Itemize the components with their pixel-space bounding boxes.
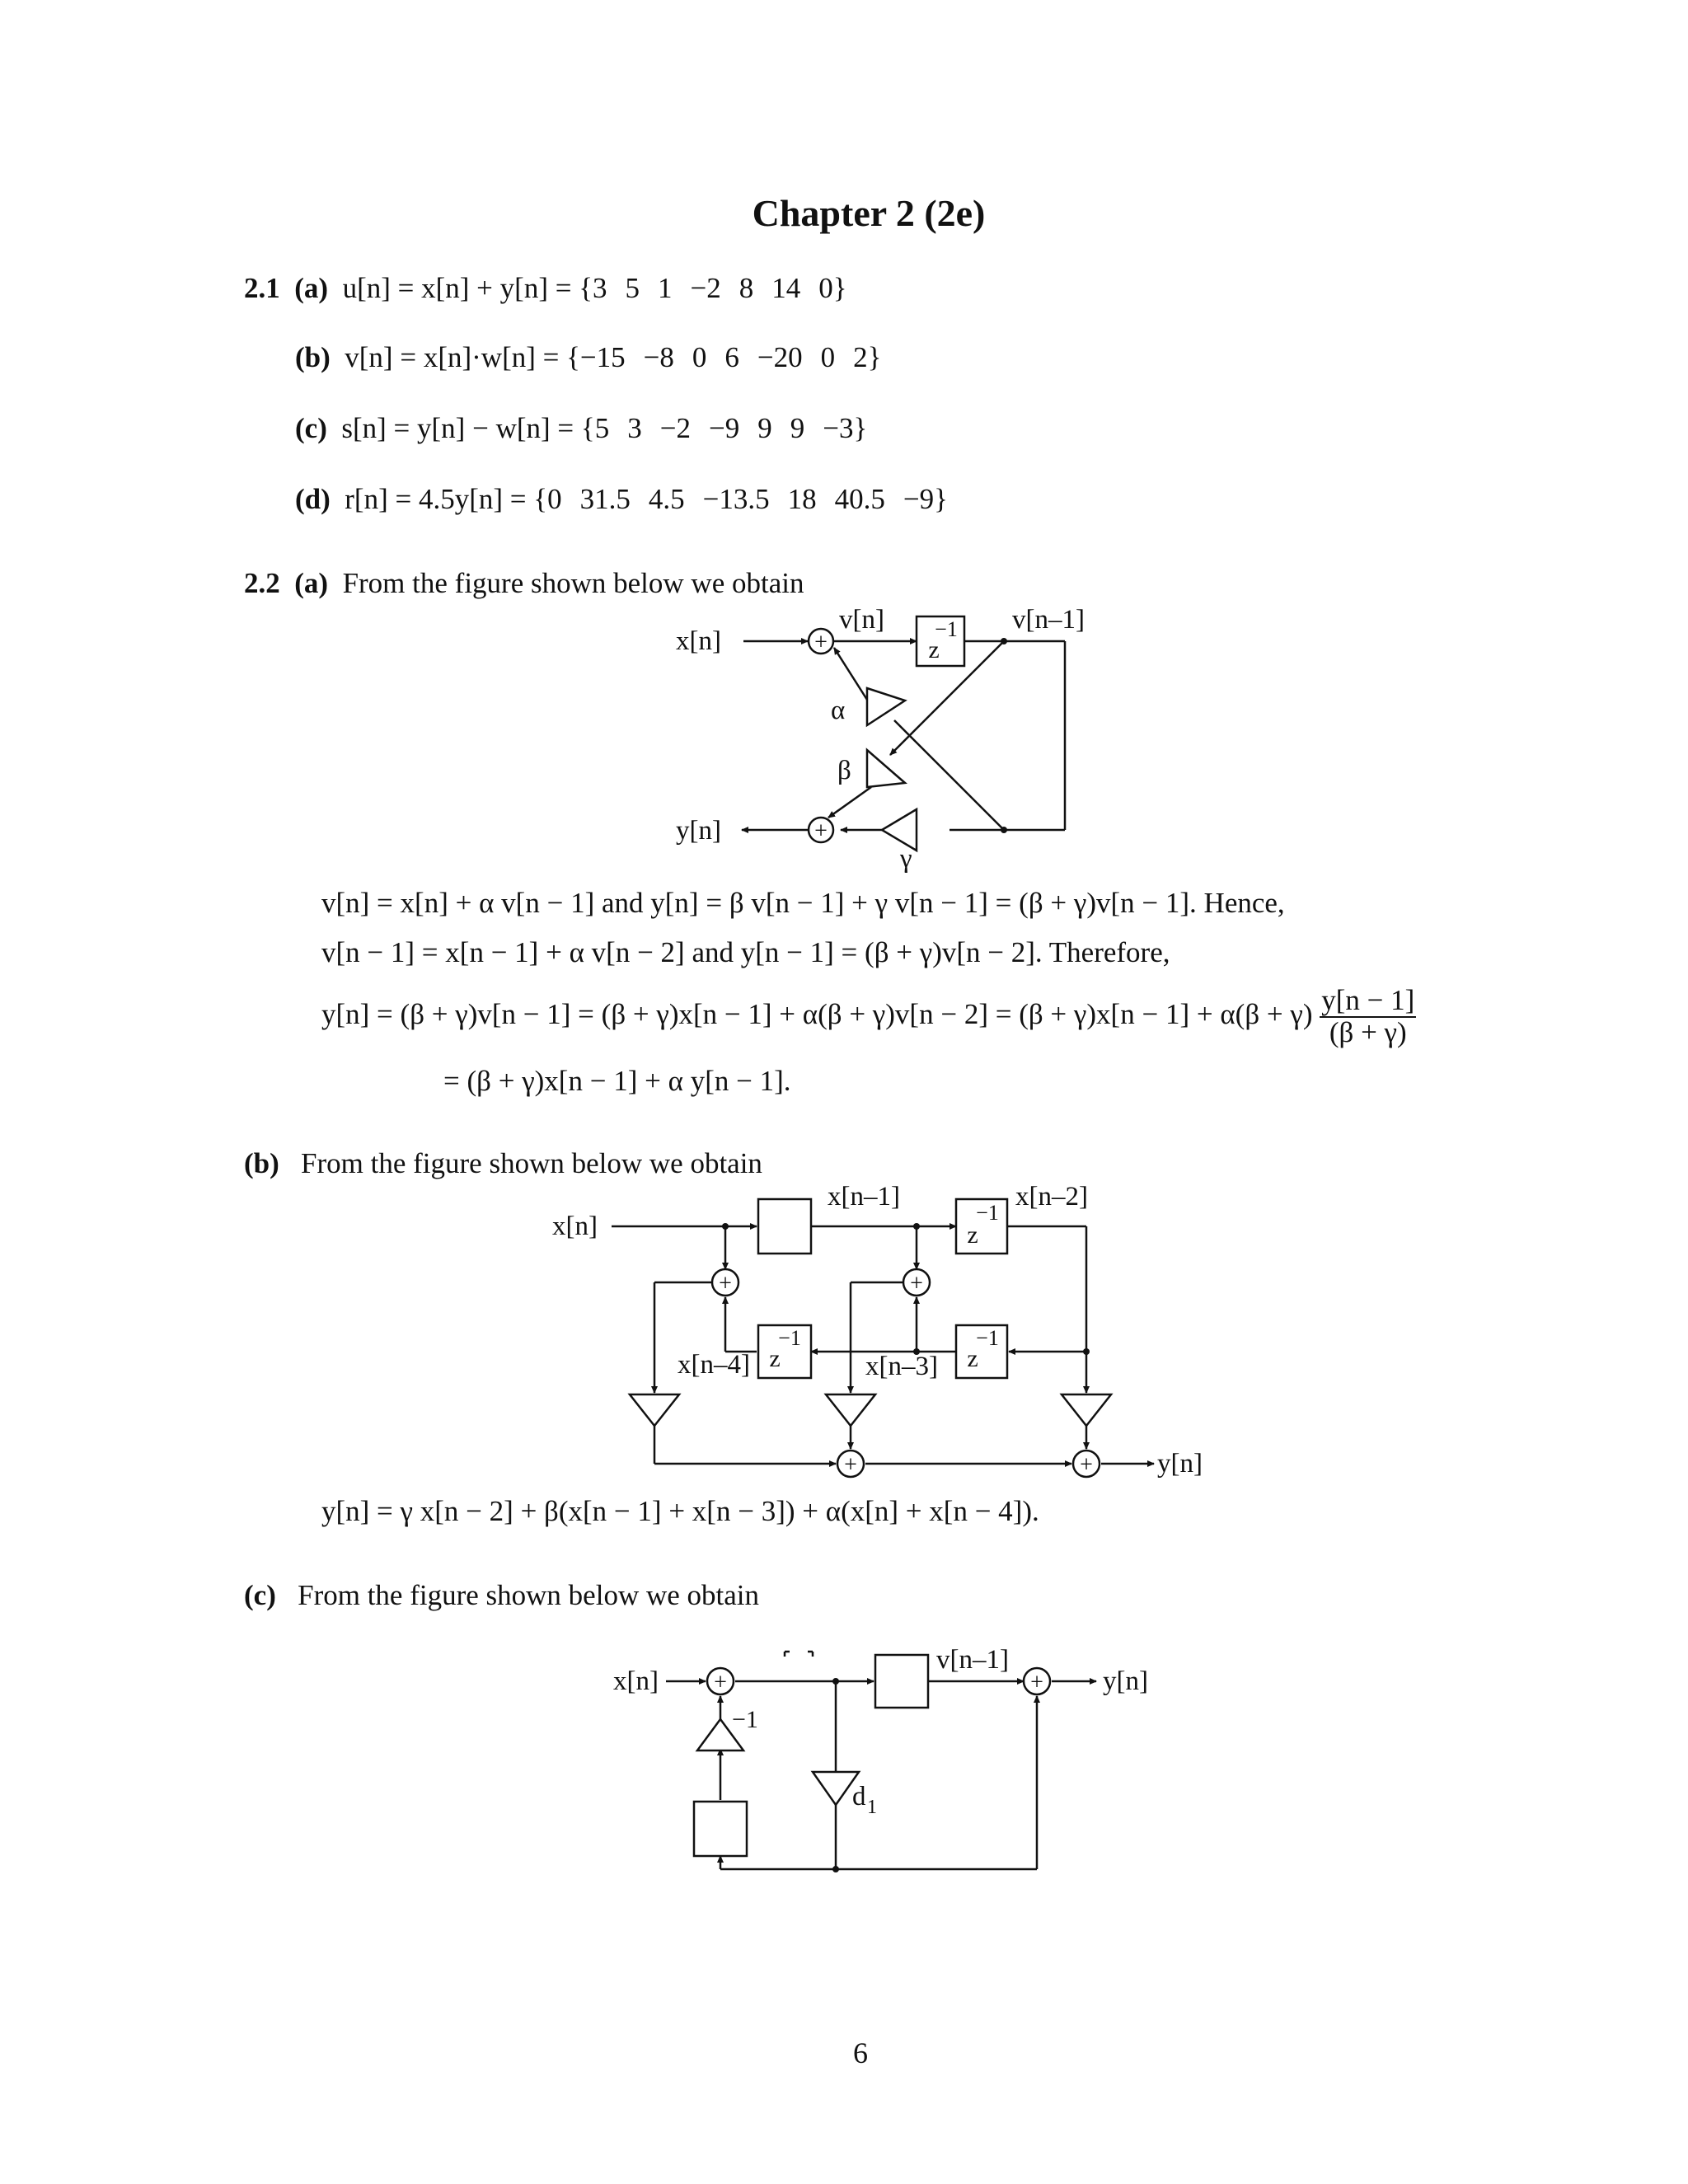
brace-close: } [934, 483, 948, 515]
equation-lhs: r[n] = 4.5y[n] = { [345, 483, 548, 515]
equation-lhs: s[n] = y[n] − w[n] = { [341, 412, 595, 444]
svg-text:z: z [967, 1345, 978, 1372]
part-label: (a) [294, 567, 329, 599]
svg-text:z: z [928, 636, 940, 663]
equation-a-2: v[n − 1] = x[n − 1] + α v[n − 2] and y[n − 1] = (β + γ)v[n − 2]. Therefore, [321, 936, 1170, 968]
svg-text:+: + [1030, 1670, 1043, 1695]
equation-a-3-lhs: y[n] = (β + γ)v[n − 1] = (β + γ)x[n − 1] + α(β + γ)v[n − 2] = (β + γ)x[n − 1] + α(β + γ) [321, 997, 1313, 1030]
brace-close: } [853, 412, 868, 444]
sequence-value: −3 [823, 412, 854, 444]
fraction-numerator: y[n − 1] [1321, 984, 1415, 1016]
svg-text:+: + [814, 630, 828, 655]
equation-lhs: u[n] = x[n] + y[n] = { [342, 272, 593, 304]
sequence-value: −2 [659, 412, 691, 444]
svg-text:+: + [714, 1670, 727, 1695]
intro-text: From the figure shown below we obtain [301, 1147, 762, 1179]
label-vn1: v[n–1] [1012, 605, 1085, 635]
svg-text:−1: −1 [976, 1326, 999, 1350]
sequence-value: 5 [625, 272, 640, 304]
label-yn: y[n] [1157, 1449, 1203, 1479]
equation-lhs: v[n] = x[n]·w[n] = { [345, 341, 580, 373]
part-label: (c) [295, 412, 327, 444]
sequence-value: 2 [853, 341, 868, 373]
part-label: (d) [295, 483, 331, 515]
problem-number: 2.2 [244, 567, 280, 599]
sequence-value: 8 [738, 272, 754, 304]
sequence-value: −9 [708, 412, 740, 444]
label-xn: x[n] [613, 1666, 659, 1696]
sequence-value: 31.5 [579, 483, 631, 515]
sequence-value: 40.5 [834, 483, 885, 515]
sequence-value: −15 [579, 341, 626, 373]
label-yn: y[n] [1103, 1666, 1148, 1696]
sequence-value: 5 [594, 412, 610, 444]
sequence-value: 1 [658, 272, 673, 304]
svg-text:−1: −1 [976, 1201, 999, 1225]
equation-a-4: = (β + γ)x[n − 1] + α y[n − 1]. [443, 1065, 791, 1097]
delay-block [875, 1655, 928, 1708]
sequence-value: 14 [771, 272, 801, 304]
label-xn4: x[n–4] [678, 1350, 750, 1380]
svg-text:z: z [967, 1221, 978, 1249]
sequence-value: 9 [790, 412, 805, 444]
page-title: Chapter 2 (2e) [752, 192, 986, 234]
part-label: (a) [294, 272, 329, 304]
label-gamma: γ [900, 844, 912, 874]
svg-text:z: z [769, 1345, 781, 1372]
label-d-subscript: 1 [867, 1797, 877, 1818]
sequence-value: 4.5 [648, 483, 685, 515]
sequence-value: 3 [593, 272, 607, 304]
label-vn: v[n] [839, 605, 884, 635]
label-xn3: x[n–3] [865, 1352, 938, 1381]
svg-text:−1: −1 [778, 1326, 801, 1350]
svg-text:+: + [910, 1271, 923, 1296]
brace-close: } [867, 341, 882, 373]
svg-text:+: + [719, 1271, 732, 1296]
adder-node [707, 1668, 734, 1695]
label-vn1: v[n–1] [936, 1645, 1009, 1675]
delay-block [694, 1802, 747, 1856]
svg-text:+: + [1080, 1452, 1093, 1478]
sequence-value: 0 [692, 341, 707, 373]
equation-a-1: v[n] = x[n] + α v[n − 1] and y[n] = β v[n − 1] + γ v[n − 1] = (β + γ)v[n − 1]. Hence, [321, 887, 1285, 919]
svg-text:+: + [844, 1452, 857, 1478]
svg-text:−1: −1 [935, 617, 958, 641]
label-xn: x[n] [676, 626, 721, 656]
part-label: (b) [295, 341, 331, 373]
fraction-denominator: (β + γ) [1329, 1015, 1407, 1048]
label-alpha: α [831, 696, 846, 725]
sequence-value: 9 [757, 412, 772, 444]
svg-text:+: + [814, 818, 828, 844]
label-xn: x[n] [552, 1212, 598, 1241]
label-minus-one: −1 [732, 1706, 758, 1733]
sequence-value: −20 [757, 341, 803, 373]
sequence-value: −9 [903, 483, 935, 515]
sequence-value: −8 [643, 341, 674, 373]
sequence-value: 18 [787, 483, 817, 515]
label-d: d [852, 1782, 866, 1811]
label-xn1: x[n–1] [828, 1182, 900, 1212]
part-label: (c) [244, 1579, 276, 1611]
intro-text: From the figure shown below we obtain [342, 567, 804, 599]
sequence-value: 0 [820, 341, 836, 373]
label-xn2: x[n–2] [1015, 1182, 1088, 1212]
problem-number: 2.1 [244, 272, 280, 304]
adder-node [1024, 1668, 1050, 1695]
label-beta: β [837, 756, 851, 785]
sequence-value: 3 [627, 412, 642, 444]
brace-close: } [832, 272, 847, 304]
sequence-value: −13.5 [702, 483, 770, 515]
equation-b: y[n] = γ x[n − 2] + β(x[n − 1] + x[n − 3]) + α(x[n] + x[n − 4]). [321, 1495, 1039, 1527]
part-label: (b) [244, 1147, 279, 1179]
page-number: 6 [853, 2036, 868, 2069]
sequence-value: 6 [724, 341, 739, 373]
intro-text: From the figure shown below we obtain [298, 1579, 760, 1611]
sequence-value: 0 [818, 272, 833, 304]
label-yn: y[n] [676, 816, 721, 846]
sequence-value: 0 [547, 483, 562, 515]
sequence-value: −2 [690, 272, 721, 304]
